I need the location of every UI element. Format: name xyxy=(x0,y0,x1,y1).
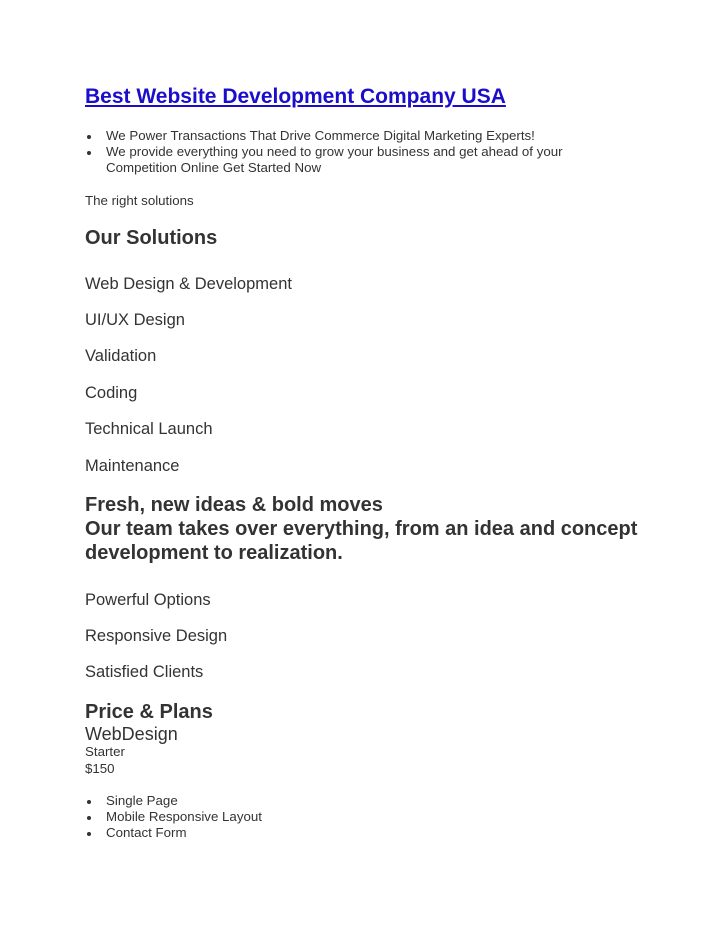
right-solutions-text: The right solutions xyxy=(85,193,194,208)
page-title-link[interactable]: Best Website Development Company USA xyxy=(85,85,506,108)
plan-feature-item: Single Page xyxy=(85,793,262,809)
solutions-heading: Our Solutions xyxy=(85,227,218,249)
intro-bullet-item: We Power Transactions That Drive Commerce Digital Marketing Experts! xyxy=(85,128,596,144)
plan-feature-item: Mobile Responsive Layout xyxy=(85,809,262,825)
plan-tier: Starter xyxy=(85,744,125,759)
plan-name: WebDesign xyxy=(85,724,178,744)
solution-item: Coding xyxy=(85,384,138,402)
intro-bullet-list xyxy=(85,128,596,176)
idea-item: Responsive Design xyxy=(85,627,228,645)
plan-price: $150 xyxy=(85,761,115,776)
solution-item: Maintenance xyxy=(85,457,180,475)
solution-item: Web Design & Development xyxy=(85,275,292,293)
plan-feature-item: Contact Form xyxy=(85,825,262,841)
ideas-heading-line2: Our team takes over everything, from an idea and concept development to realization. xyxy=(85,518,638,564)
plan-feature-list xyxy=(85,793,262,841)
solution-item: Validation xyxy=(85,347,157,365)
solution-item: UI/UX Design xyxy=(85,311,185,329)
pricing-heading: Price & Plans xyxy=(85,701,213,723)
ideas-heading-line1: Fresh, new ideas & bold moves xyxy=(85,494,383,516)
idea-item: Powerful Options xyxy=(85,591,211,609)
solution-item: Technical Launch xyxy=(85,420,213,438)
idea-item: Satisfied Clients xyxy=(85,663,204,681)
intro-bullet-item: We provide everything you need to grow your business and get ahead of your Competition Online Get Started Now xyxy=(85,144,596,176)
